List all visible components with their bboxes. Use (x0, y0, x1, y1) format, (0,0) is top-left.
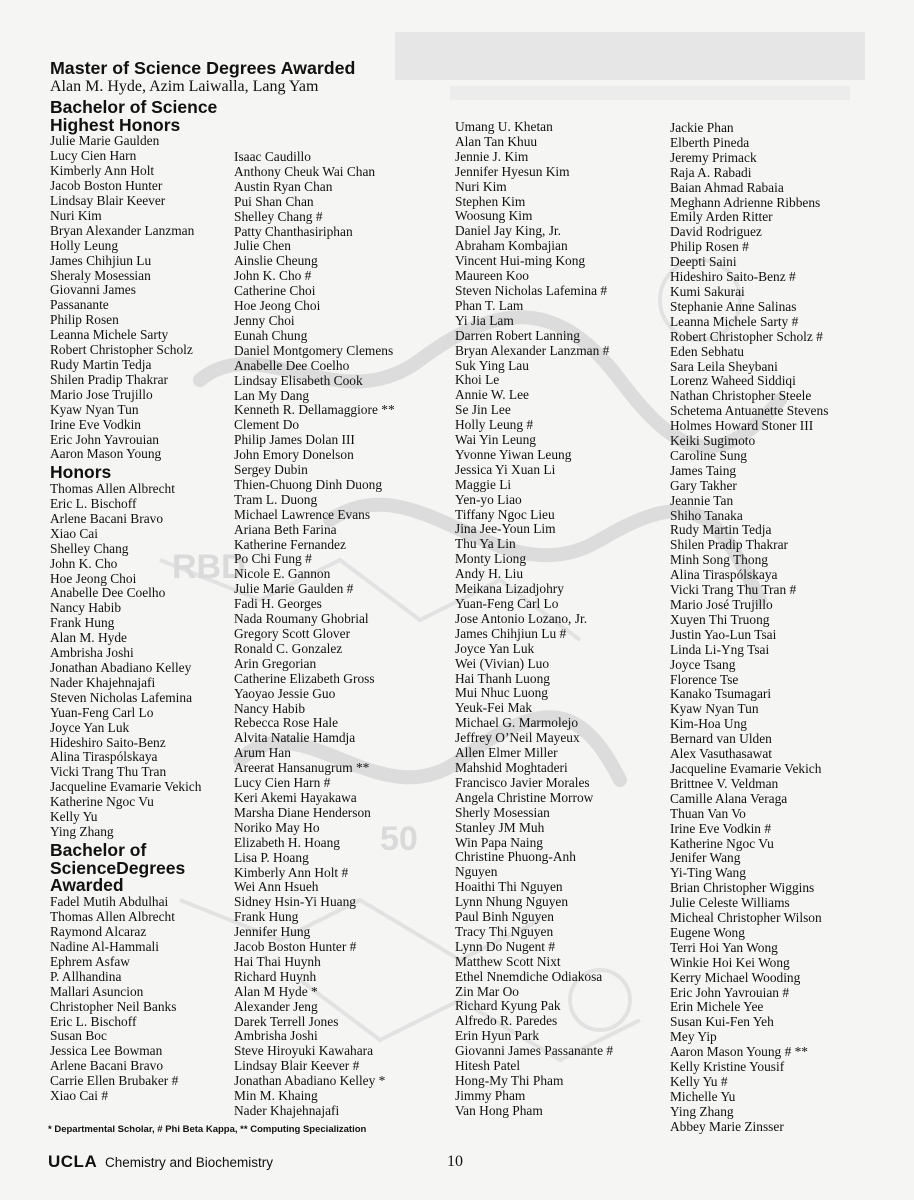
name-entry: Alan M. Hyde (50, 630, 127, 646)
bs-degrees-list-col4 (670, 121, 828, 1135)
bs-degrees-list-col2 (234, 150, 395, 1119)
name-entry: Stephen Kim (455, 193, 526, 209)
name-entry: Umang U. Khetan (455, 119, 553, 134)
name-entry: Terri Hoi Yan Wong (670, 939, 778, 955)
name-entry: Katherine Ngoc Vu (670, 835, 774, 851)
name-entry: Shiho Tanaka (670, 507, 743, 523)
name-entry: Shilen Pradip Thakrar (50, 371, 169, 387)
name-entry: Hideshiro Saito-Benz (50, 734, 166, 750)
name-entry: Julie Marie Gaulden # (234, 581, 354, 597)
name-entry: Nader Khajehnajafi (234, 1103, 340, 1118)
name-entry: Richard Huynh (234, 968, 317, 984)
name-entry: Lan My Dang (234, 387, 310, 403)
name-entry: Steven Nicholas Lafemina # (455, 282, 608, 298)
name-entry: Nancy Habib (234, 700, 306, 716)
name-entry: Florence Tse (670, 671, 739, 687)
name-entry: Sara Leila Sheybani (670, 358, 778, 374)
name-entry: Jina Jee-Youn Lim (455, 521, 556, 537)
name-entry: Jonathan Abadiano Kelley (50, 660, 192, 675)
bs-highest-honors-heading-line1: Bachelor of Science (50, 96, 218, 117)
name-entry: Maggie Li (455, 476, 512, 492)
name-entry: P. Allhandina (50, 968, 122, 984)
name-entry: Eric John Yavrouian (50, 431, 159, 447)
name-entry: Andy H. Liu (455, 566, 524, 582)
name-entry: Lindsay Elisabeth Cook (234, 372, 363, 388)
name-entry: Jeannie Tan (670, 492, 734, 508)
name-entry: Carrie Ellen Brubaker # (50, 1073, 179, 1089)
name-entry: Eden Sebhatu (670, 343, 745, 359)
name-entry: Giovanni James (50, 282, 136, 298)
name-entry: Nader Khajehnajafi (50, 674, 156, 690)
name-entry: Zin Mar Oo (455, 983, 519, 999)
name-entry: Jennifer Hung (234, 924, 311, 940)
name-entry: Elizabeth H. Hoang (234, 834, 340, 850)
name-entry: Micheal Christopher Wilson (670, 910, 822, 926)
name-entry: Aaron Mason Young # ** (670, 1044, 809, 1060)
name-entry: Yen-yo Liao (455, 491, 522, 507)
name-entry: Brittnee V. Veldman (670, 775, 779, 791)
name-entry: Jessica Lee Bowman (50, 1043, 163, 1059)
department-name: Chemistry and Biochemistry (104, 1155, 274, 1170)
name-entry: Irine Eve Vodkin # (670, 820, 772, 836)
name-entry: Anthony Cheuk Wai Chan (234, 163, 376, 179)
name-entry: Eric L. Bischoff (50, 1013, 137, 1029)
name-entry: Rudy Martin Tedja (50, 356, 152, 372)
name-entry: Mallari Asuncion (50, 983, 144, 999)
name-entry: Mahshid Moghtaderi (455, 759, 568, 775)
name-entry: Matthew Scott Nixt (455, 953, 561, 969)
name-entry: Tiffany Ngoc Lieu (455, 506, 555, 522)
name-entry: Robert Christopher Scholz (50, 342, 193, 358)
name-entry: Joyce Yan Luk (455, 640, 535, 656)
name-entry: Eric John Yavrouian # (670, 984, 790, 1000)
name-entry: Kim-Hoa Ung (670, 716, 747, 732)
name-entry: Thu Ya Lin (455, 536, 516, 552)
name-entry: Brian Christopher Wiggins (670, 880, 815, 896)
name-entry: Meikana Lizadjohry (455, 581, 564, 597)
name-entry: Shilen Pradip Thakrar (670, 537, 789, 553)
name-entry: Suk Ying Lau (455, 357, 529, 373)
name-entry: Stanley JM Muh (455, 819, 545, 835)
name-entry: Philip James Dolan III (234, 432, 355, 448)
name-entry: Khoi Le (455, 372, 500, 388)
name-entry: Alex Vasuthasawat (670, 746, 773, 762)
name-entry: Hoe Jeong Choi (50, 570, 137, 586)
name-entry: Susan Boc (50, 1028, 107, 1044)
name-entry: Katherine Fernandez (234, 536, 346, 552)
name-entry: Alina Tiraspólskaya (670, 567, 778, 583)
name-entry: Jacqueline Evamarie Vekich (50, 779, 202, 795)
svg-text:50: 50 (380, 820, 418, 858)
name-entry: Lucy Cien Harn (50, 148, 137, 164)
name-entry: Mey Yip (670, 1029, 717, 1045)
name-entry: Jackie Phan (670, 120, 734, 135)
name-entry: Nadine Al-Hammali (50, 938, 159, 954)
name-entry: Alexander Jeng (234, 998, 318, 1014)
name-entry: Bryan Alexander Lanzman # (455, 342, 610, 358)
name-entry: Nathan Christopher Steele (670, 388, 812, 404)
name-entry: Tracy Thi Nguyen (455, 923, 554, 939)
name-entry: Erin Michele Yee (670, 999, 764, 1015)
name-entry: Hoe Jeong Choi (234, 298, 321, 314)
name-entry: Francisco Javier Morales (455, 774, 590, 790)
column-3 (455, 120, 613, 1119)
name-entry: Paul Binh Nguyen (455, 909, 554, 925)
name-entry: Christopher Neil Banks (50, 998, 177, 1014)
name-entry: Elberth Pineda (670, 134, 750, 150)
name-entry: Yi Jia Lam (455, 312, 514, 328)
name-entry: Kumi Sakurai (670, 283, 745, 299)
name-entry: Catherine Choi (234, 283, 316, 299)
name-entry: Yaoyao Jessie Guo (234, 685, 336, 701)
name-entry: Emily Arden Ritter (670, 209, 773, 225)
name-entry: Jennifer Hyesun Kim (455, 163, 570, 179)
name-entry: Yi-Ting Wang (670, 865, 746, 881)
bs-highest-honors-heading-line2: Highest Honors (50, 114, 181, 135)
name-entry: Julie Chen (234, 238, 291, 254)
name-entry: Kelly Yu (50, 809, 98, 825)
name-entry: Hai Thai Huynh (234, 953, 321, 969)
name-entry: John K. Cho (50, 555, 118, 571)
name-entry: Bernard van Ulden (670, 731, 772, 747)
name-entry: Hong-My Thi Pham (455, 1073, 564, 1088)
name-entry: Areerat Hansanugrum ** (234, 760, 370, 776)
name-entry: Isaac Caudillo (234, 149, 311, 164)
name-entry: Kanako Tsumagari (670, 686, 772, 702)
name-entry: Kimberly Ann Holt # (234, 864, 349, 880)
name-entry: Jenifer Wang (670, 850, 741, 866)
honors-heading: Honors (50, 462, 112, 483)
name-entry: Aaron Mason Young (50, 446, 162, 462)
name-entry: Anabelle Dee Coelho (234, 357, 350, 373)
bs-degrees-heading-line1: Bachelor of (50, 839, 147, 860)
name-entry: Julie Marie Gaulden (50, 133, 160, 149)
name-entry: Tram L. Duong (234, 491, 318, 507)
name-entry: Irine Eve Vodkin (50, 416, 141, 432)
name-entry: Jeremy Primack (670, 149, 757, 165)
name-entry: Alvita Natalie Hamdja (234, 730, 356, 746)
name-entry: Thomas Allen Albrecht (50, 481, 175, 497)
name-entry: Phan T. Lam (455, 297, 524, 313)
name-entry: Jose Antonio Lozano, Jr. (455, 610, 588, 626)
name-entry: Ambrisha Joshi (234, 1028, 318, 1044)
name-entry: Deepti Saini (670, 254, 737, 270)
name-entry: Christine Phuong-Anh (455, 849, 576, 865)
name-entry: Meghann Adrienne Ribbens (670, 194, 821, 210)
name-entry: Wei (Vivian) Luo (455, 655, 550, 671)
name-entry: Ying Zhang (670, 1103, 734, 1119)
name-entry: Ariana Beth Farina (234, 521, 337, 537)
bs-degrees-list-col3 (455, 120, 613, 1119)
name-entry: Vicki Trang Thu Tran (50, 764, 167, 780)
name-entry: Lorenz Waheed Siddiqi (670, 373, 796, 389)
column-4 (670, 121, 828, 1135)
name-entry: Hideshiro Saito-Benz # (670, 269, 796, 285)
svg-text:RBD: RBD (172, 548, 246, 586)
name-entry: Vincent Hui-ming Kong (455, 253, 586, 269)
name-entry: Jonathan Abadiano Kelley * (234, 1073, 386, 1089)
name-entry: Kimberly Ann Holt (50, 163, 155, 179)
name-entry: James Chihjiun Lu # (455, 625, 567, 641)
name-entry: Sheraly Mosessian (50, 267, 151, 283)
name-entry: Rudy Martin Tedja (670, 522, 772, 538)
name-entry: Ephrem Asfaw (50, 953, 130, 969)
name-entry: Robert Christopher Scholz # (670, 328, 823, 344)
name-entry: Vicki Trang Thu Tran # (670, 582, 797, 598)
name-entry: Thuan Van Vo (670, 805, 746, 821)
name-entry: Hoaithi Thi Nguyen (455, 879, 563, 895)
name-entry: Baian Ahmad Rabaia (670, 179, 784, 195)
name-entry: Justin Yao-Lun Tsai (670, 626, 777, 642)
name-entry: Kyaw Nyan Tun (670, 701, 759, 717)
name-entry: Wai Yin Leung (455, 432, 536, 448)
name-entry: Jennie J. Kim (455, 148, 529, 164)
name-entry: Jacob Boston Hunter # (234, 939, 357, 955)
name-entry: Ainslie Cheung (234, 253, 318, 269)
name-entry: Nuri Kim (50, 207, 102, 223)
name-entry: Kyaw Nyan Tun (50, 401, 139, 417)
name-entry: Fadel Mutih Abdulhai (50, 894, 169, 910)
name-entry: Jacqueline Evamarie Vekich (670, 760, 822, 776)
name-entry: Nancy Habib (50, 600, 122, 616)
name-entry: John K. Cho # (234, 268, 312, 284)
name-entry: Alan Tan Khuu (455, 133, 538, 149)
name-entry: Kerry Michael Wooding (670, 969, 801, 985)
name-entry: David Rodriguez (670, 224, 762, 240)
name-entry: Frank Hung (50, 615, 115, 631)
name-entry: Daniel Jay King, Jr. (455, 223, 561, 239)
name-entry: Hitesh Patel (455, 1058, 521, 1074)
column-2 (234, 150, 395, 1119)
name-entry: Arin Gregorian (234, 655, 317, 671)
name-entry: Allen Elmer Miller (455, 745, 558, 761)
name-entry: John Emory Donelson (234, 447, 354, 463)
name-entry: Clement Do (234, 417, 300, 433)
name-entry: Michael G. Marmolejo (455, 715, 579, 731)
name-entry: Camille Alana Veraga (670, 790, 788, 806)
bs-degrees-heading-line2: ScienceDegrees (50, 857, 186, 878)
name-entry: Arlene Bacani Bravo (50, 1058, 164, 1074)
name-entry: Van Hong Pham (455, 1102, 543, 1118)
name-entry: Kenneth R. Dellamaggiore ** (234, 402, 395, 418)
name-entry: Richard Kyung Pak (455, 998, 561, 1014)
name-entry: Yeuk-Fei Mak (455, 700, 533, 716)
page-number: 10 (447, 1153, 463, 1170)
name-entry: Win Papa Naing (455, 834, 543, 850)
name-entry: Holly Leung (50, 237, 119, 253)
name-entry: Ronald C. Gonzalez (234, 640, 343, 656)
name-entry: Shelley Chang # (234, 208, 323, 224)
name-entry: Nuri Kim (455, 178, 507, 194)
name-entry: Shelley Chang (50, 540, 129, 556)
name-entry: Eunah Chung (234, 327, 308, 343)
name-entry: Schetema Antuanette Stevens (670, 403, 829, 419)
name-entry: Caroline Sung (670, 447, 747, 463)
name-entry: Lisa P. Hoang (234, 849, 309, 865)
name-entry: Po Chi Fung # (234, 551, 312, 567)
masters-names: Alan M. Hyde, Azim Laiwalla, Lang Yam (50, 77, 319, 95)
name-entry: Bryan Alexander Lanzman (50, 222, 195, 238)
name-entry: Woosung Kim (455, 208, 533, 224)
name-entry: Jessica Yi Xuan Li (455, 461, 556, 477)
name-entry: Steve Hiroyuki Kawahara (234, 1043, 374, 1059)
name-entry: Eugene Wong (670, 924, 745, 940)
name-entry: Nicole E. Gannon (234, 566, 331, 582)
name-entry: Lindsay Blair Keever (50, 193, 166, 209)
name-entry: Lucy Cien Harn # (234, 775, 331, 791)
name-entry: Sherly Mosessian (455, 804, 550, 820)
name-entry: Alfredo R. Paredes (455, 1013, 558, 1029)
name-entry: Kelly Kristine Yousif (670, 1059, 785, 1075)
name-entry: Monty Liong (455, 551, 527, 567)
name-entry: Jeffrey O’Neil Mayeux (455, 730, 580, 746)
masters-heading: Master of Science Degrees Awarded (50, 58, 356, 78)
name-entry: Holly Leung # (455, 417, 534, 433)
name-entry: Jimmy Pham (455, 1087, 526, 1103)
name-entry: Raja A. Rabadi (670, 164, 752, 180)
name-entry: Arum Han (234, 745, 291, 761)
name-entry: Michael Lawrence Evans (234, 506, 371, 522)
name-entry: Daniel Montgomery Clemens (234, 342, 394, 358)
name-entry: Yvonne Yiwan Leung (455, 446, 572, 462)
name-entry: Annie W. Lee (455, 387, 530, 403)
name-entry: Abbey Marie Zinsser (670, 1118, 784, 1134)
name-entry: Patty Chanthasiriphan (234, 223, 353, 239)
name-entry: Sidney Hsin-Yi Huang (234, 894, 356, 910)
name-entry: Keiki Sugimoto (670, 433, 756, 449)
name-entry: Mario José Trujillo (670, 597, 773, 612)
name-entry: Philip Rosen (50, 312, 119, 328)
name-entry: Kelly Yu # (670, 1074, 728, 1089)
name-entry: Gary Takher (670, 477, 737, 493)
name-entry: Hai Thanh Luong (455, 670, 550, 686)
name-entry: James Taing (670, 462, 737, 478)
name-entry: Yuan-Feng Carl Lo (50, 704, 154, 720)
name-entry: Passanante (50, 297, 109, 313)
name-entry: Nguyen (455, 864, 498, 880)
name-entry: Alina Tiraspólskaya (50, 749, 158, 765)
footnote-legend: * Departmental Scholar, # Phi Beta Kappa, ** Computing Specialization (48, 1124, 367, 1135)
name-entry: Lynn Do Nugent # (455, 938, 556, 954)
name-entry: Michelle Yu (670, 1088, 736, 1104)
name-entry: Thomas Allen Albrecht (50, 909, 175, 925)
name-entry: Jacob Boston Hunter (50, 178, 163, 194)
name-entry: Xuyen Thi Truong (670, 611, 770, 627)
name-entry: Catherine Elizabeth Gross (234, 670, 375, 686)
name-entry: Giovanni James Passanante # (455, 1043, 614, 1059)
name-entry: Sergey Dubin (234, 462, 308, 478)
name-entry: Raymond Alcaraz (50, 924, 147, 940)
name-entry: James Chihjiun Lu (50, 252, 152, 268)
name-entry: Angela Christine Morrow (455, 789, 594, 805)
name-entry: Susan Kui-Fen Yeh (670, 1014, 774, 1030)
ucla-logo: UCLA (48, 1152, 98, 1171)
name-entry: Nada Roumany Ghobrial (234, 611, 369, 627)
name-entry: Erin Hyun Park (455, 1028, 540, 1044)
name-entry: Ying Zhang (50, 823, 114, 839)
name-entry: Minh Song Thong (670, 552, 768, 568)
name-entry: Xiao Cai # (50, 1088, 109, 1104)
name-entry: Ambrisha Joshi (50, 645, 134, 661)
name-entry: Keri Akemi Hayakawa (234, 789, 357, 805)
name-entry: Se Jin Lee (455, 402, 511, 418)
name-entry: Stephanie Anne Salinas (670, 298, 797, 314)
name-entry: Mario Jose Trujillo (50, 386, 153, 402)
name-entry: Austin Ryan Chan (234, 178, 333, 194)
name-entry: Jenny Choi (234, 312, 295, 328)
name-entry: Lindsay Blair Keever # (234, 1058, 360, 1074)
name-entry: Linda Li-Yng Tsai (670, 641, 770, 657)
name-entry: Katherine Ngoc Vu (50, 794, 154, 810)
name-entry: Fadi H. Georges (234, 596, 322, 612)
name-entry: Philip Rosen # (670, 239, 749, 255)
name-entry: Julie Celeste Williams (670, 895, 790, 911)
name-entry: Joyce Tsang (670, 656, 736, 672)
name-entry: Anabelle Dee Coelho (50, 585, 166, 601)
name-entry: Alan M Hyde * (234, 983, 318, 999)
name-entry: Holmes Howard Stoner III (670, 418, 814, 434)
bs-degrees-heading-line3: Awarded (50, 875, 124, 896)
name-entry: Rebecca Rose Hale (234, 715, 339, 731)
name-entry: Abraham Kombajian (455, 238, 568, 254)
name-entry: Joyce Yan Luk (50, 719, 130, 735)
name-entry: Winkie Hoi Kei Wong (670, 954, 790, 970)
name-entry: Darek Terrell Jones (234, 1013, 339, 1029)
name-entry: Leanna Michele Sarty (50, 327, 169, 343)
name-entry: Lynn Nhung Nguyen (455, 894, 569, 910)
name-entry: Maureen Koo (455, 268, 529, 284)
name-entry: Darren Robert Lanning (455, 327, 580, 343)
name-entry: Yuan-Feng Carl Lo (455, 596, 559, 611)
name-entry: Pui Shan Chan (234, 193, 314, 209)
name-entry: Marsha Diane Henderson (234, 804, 371, 820)
name-entry: Ethel Nnemdiche Odiakosa (455, 968, 603, 984)
name-entry: Leanna Michele Sarty # (670, 313, 799, 329)
name-entry: Eric L. Bischoff (50, 496, 137, 512)
name-entry: Thien-Chuong Dinh Duong (234, 476, 383, 492)
name-entry: Wei Ann Hsueh (234, 879, 319, 895)
name-entry: Min M. Khaing (234, 1088, 318, 1104)
name-entry: Xiao Cai (50, 525, 98, 541)
name-entry: Noriko May Ho (234, 819, 320, 835)
name-entry: Frank Hung (234, 909, 299, 925)
name-entry: Arlene Bacani Bravo (50, 510, 164, 526)
name-entry: Mui Nhuc Luong (455, 685, 548, 701)
name-entry: Steven Nicholas Lafemina (50, 689, 193, 705)
name-entry: Gregory Scott Glover (234, 626, 351, 641)
